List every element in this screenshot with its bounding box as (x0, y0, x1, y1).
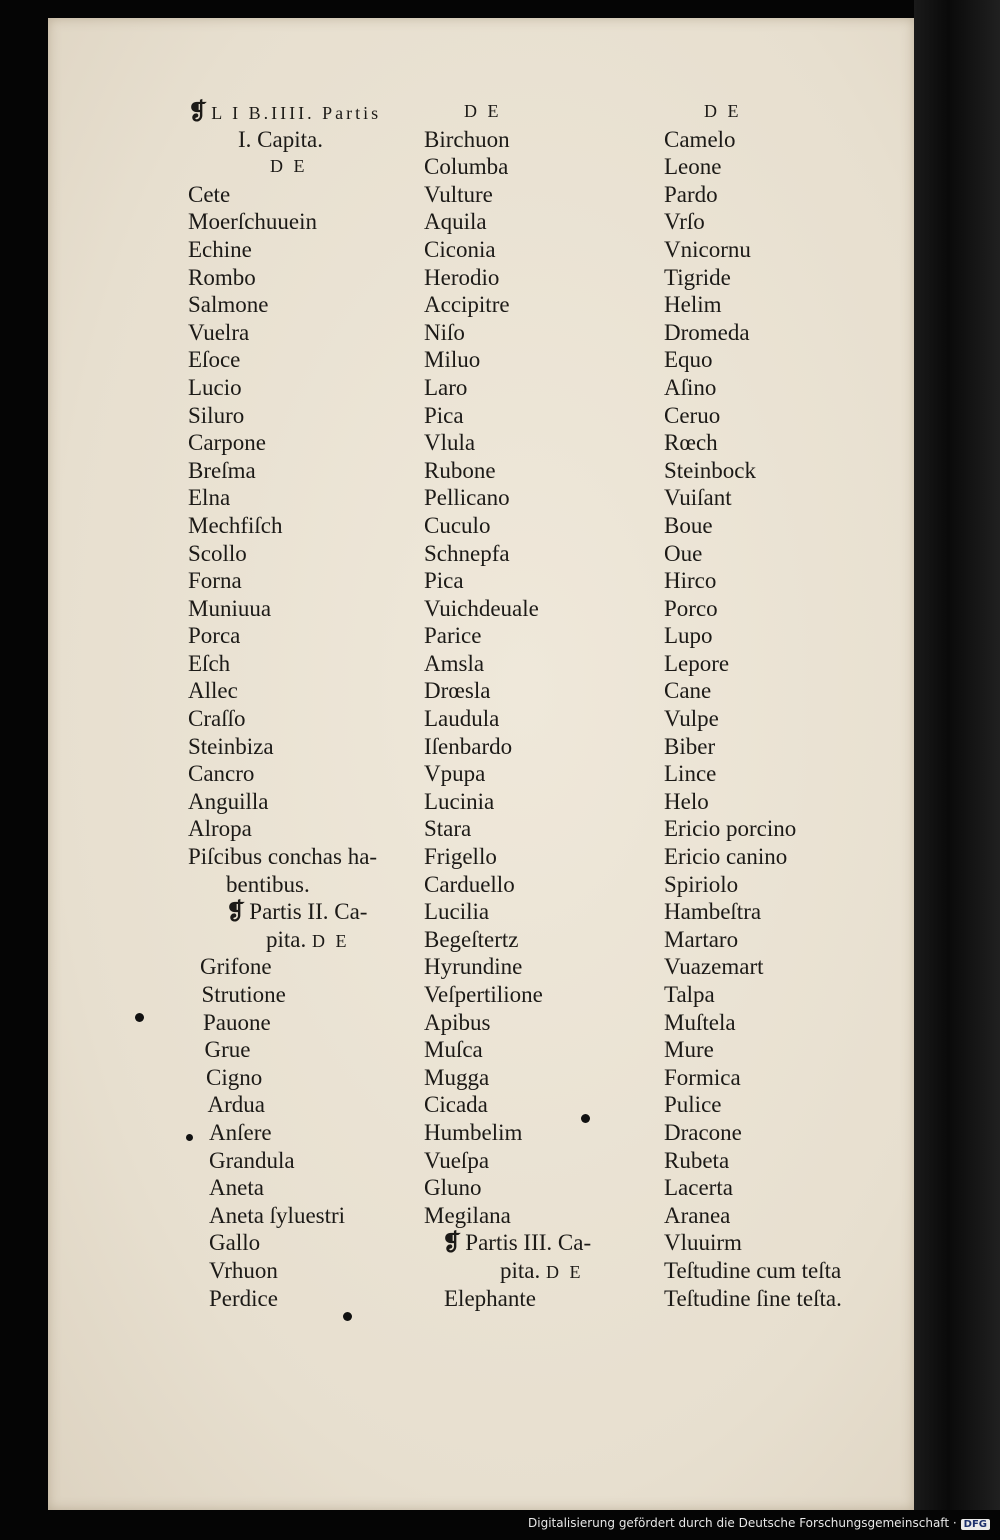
list-item: Biber (664, 733, 716, 759)
list-item: Helo (664, 788, 709, 814)
list-item: Amsla (424, 650, 485, 676)
pilcrow-icon: ❡ (226, 899, 246, 925)
list-item: Lacerta (664, 1175, 733, 1201)
column-1-list (188, 181, 418, 871)
list-item: Lucilia (424, 899, 490, 925)
list-item: Hyrundine (424, 954, 523, 980)
list-item: Echine (188, 236, 252, 262)
list-item: Laro (424, 374, 468, 400)
list-item: Stara (424, 816, 472, 842)
list-item: Carduello (424, 871, 515, 897)
list-item: Hambeſtra (664, 899, 762, 925)
list-item: Anſere (209, 1119, 272, 1145)
de-heading: D E (704, 101, 742, 121)
list-item: Pardo (664, 181, 718, 207)
list-item: Veſpertilione (424, 982, 543, 1007)
list-item: Iſenbardo (424, 733, 513, 759)
pilcrow-icon: ❡ (442, 1230, 462, 1256)
list-item: Eſoce (188, 347, 241, 373)
list-item: Vuiſant (664, 485, 732, 511)
list-item: Muſtela (664, 1009, 736, 1035)
list-item: Allec (188, 678, 238, 704)
list-item: Teſtudine ſine teſta. (664, 1285, 842, 1311)
list-item: Equo (664, 347, 713, 373)
part-2-heading: ❡ Partis II. Ca- (226, 899, 368, 925)
list-item: Vuichdeuale (424, 595, 539, 621)
list-item: Apibus (424, 1009, 491, 1035)
list-item: Talpa (664, 982, 715, 1007)
column-1-header (188, 98, 418, 126)
list-item: Birchuon (424, 126, 510, 152)
list-item: Oue (664, 540, 703, 566)
part-3-heading-cont: pita. D E (500, 1257, 584, 1283)
ink-speck (186, 1134, 193, 1141)
list-item: Parice (424, 623, 482, 649)
list-item: Lucio (188, 374, 242, 400)
list-item: Lucinia (424, 788, 495, 814)
de-heading: D E (546, 1261, 584, 1282)
list-item: Gallo (209, 1230, 261, 1256)
list-item: Breſma (188, 457, 256, 483)
de-heading: D E (312, 930, 350, 951)
list-item: Grandula (209, 1147, 295, 1173)
list-item: Strutione (201, 982, 286, 1007)
list-item: Vnicornu (664, 236, 751, 262)
pilcrow-icon: ❡ (188, 99, 208, 124)
list-item: Mechfiſch (188, 512, 283, 538)
list-item: Tigride (664, 264, 731, 290)
list-item: Drœsla (424, 678, 491, 704)
list-item: Vluuirm (664, 1230, 742, 1256)
list-item: Martaro (664, 926, 739, 952)
list-item: Cancro (188, 761, 255, 787)
list-item: Ericio porcino (664, 816, 797, 842)
list-item: Moerſchuuein (188, 209, 318, 235)
list-item: Herodio (424, 264, 500, 290)
list-item: Leone (664, 154, 722, 180)
list-item: Ardua (207, 1092, 265, 1118)
list-item: Aranea (664, 1202, 731, 1228)
de-heading: D E (270, 156, 308, 177)
list-item: Piſcibus conchas ha- (188, 844, 378, 870)
list-item: Ceruo (664, 402, 721, 428)
list-item: Rombo (188, 264, 256, 290)
list-item: Spiriolo (664, 871, 739, 897)
list-item: Pica (424, 402, 464, 428)
list-item: Begeſtertz (424, 926, 519, 952)
part-3-heading: ❡ Partis III. Ca- (442, 1230, 592, 1256)
list-item: Ciconia (424, 236, 496, 262)
list-item: Muniuua (188, 595, 272, 621)
list-item: Mugga (424, 1064, 490, 1090)
list-item: Anguilla (188, 788, 269, 814)
column-3 (664, 98, 904, 1312)
list-item: Lince (664, 761, 717, 787)
chapter-label: I. Capita. (238, 126, 323, 152)
list-item: Lupo (664, 623, 713, 649)
list-item: Aneta (209, 1175, 264, 1201)
list-item: Aquila (424, 209, 487, 235)
list-item: Dromeda (664, 319, 750, 345)
list-item: Rœch (664, 430, 718, 456)
list-item: Camelo (664, 126, 736, 152)
list-item: Salmone (188, 292, 269, 318)
column-3-list (664, 126, 904, 1313)
list-item: Columba (424, 154, 509, 180)
list-item: Pulice (664, 1092, 722, 1118)
list-item: Siluro (188, 402, 245, 428)
list-item: Vulpe (664, 706, 719, 732)
list-item: Megilana (424, 1202, 511, 1228)
list-item: Rubone (424, 457, 496, 483)
list-item: Laudula (424, 706, 500, 732)
list-item: Porca (188, 623, 241, 649)
list-item: Grue (204, 1037, 251, 1063)
list-item: Vlula (424, 430, 476, 456)
book-label: L I B.IIII. Partis (211, 103, 382, 123)
ink-speck (343, 1312, 352, 1321)
part-2-heading-cont: pita. D E (266, 926, 350, 952)
list-item: Boue (664, 512, 713, 538)
footer (0, 1516, 990, 1530)
list-item: Vrſo (664, 209, 705, 235)
list-item: Niſo (424, 319, 465, 345)
list-item: Elephante (444, 1285, 536, 1311)
list-item: Grifone (200, 954, 272, 980)
list-item: Aneta ſyluestri (209, 1202, 346, 1228)
list-item: Mure (664, 1037, 714, 1063)
list-item: Vrhuon (209, 1257, 278, 1283)
list-item: Vuazemart (664, 954, 764, 980)
list-item: Helim (664, 292, 722, 318)
list-item: Dracone (664, 1119, 742, 1145)
footer-credit: Digitalisierung gefördert durch die Deutsche Forschungsgemeinschaft · (528, 1516, 957, 1530)
list-item: Carpone (188, 430, 266, 456)
list-item: Craſſo (188, 706, 246, 732)
column-2-list (424, 126, 654, 1230)
list-item: Eſch (188, 650, 231, 676)
list-item: Cicada (424, 1092, 488, 1118)
list-item: Cuculo (424, 512, 491, 538)
dfg-logo: DFG (961, 1519, 990, 1530)
list-item-continuation: bentibus. (226, 871, 310, 897)
list-item: Elna (188, 485, 231, 511)
list-item: Muſca (424, 1037, 483, 1063)
list-item: Pica (424, 568, 464, 594)
list-item: Teſtudine cum teſta (664, 1257, 842, 1283)
list-item: Forna (188, 568, 242, 594)
list-item: Vuelra (188, 319, 250, 345)
list-item: Vueſpa (424, 1147, 490, 1173)
list-item: Perdice (209, 1285, 278, 1311)
list-item: Pellicano (424, 485, 510, 511)
list-item: Pauone (203, 1009, 271, 1035)
list-item: Vulture (424, 181, 493, 207)
list-item: Schnepfa (424, 540, 510, 566)
list-item: Cane (664, 678, 712, 704)
list-item: Aſino (664, 374, 717, 400)
list-item: Rubeta (664, 1147, 730, 1173)
list-item: Scollo (188, 540, 247, 566)
column-1-list-2 (188, 953, 418, 1312)
list-item: Steinbiza (188, 733, 274, 759)
list-item: Alropa (188, 816, 252, 842)
list-item: Ericio canino (664, 844, 788, 870)
list-item: Cete (188, 181, 231, 207)
list-item: Gluno (424, 1175, 482, 1201)
de-heading: D E (464, 101, 502, 121)
ink-speck (135, 1013, 144, 1022)
list-item: Porco (664, 595, 718, 621)
list-item: Hirco (664, 568, 717, 594)
list-item: Frigello (424, 844, 497, 870)
list-item: Cigno (206, 1064, 263, 1090)
list-item: Miluo (424, 347, 481, 373)
ink-speck (581, 1114, 590, 1123)
list-item: Lepore (664, 650, 730, 676)
column-1 (188, 98, 418, 1312)
list-item: Accipitre (424, 292, 510, 318)
list-item: Formica (664, 1064, 741, 1090)
book-spine (914, 0, 1000, 1510)
list-item: Humbelim (424, 1119, 523, 1145)
list-item: Steinbock (664, 457, 756, 483)
list-item: Vpupa (424, 761, 486, 787)
column-2 (424, 98, 654, 1312)
